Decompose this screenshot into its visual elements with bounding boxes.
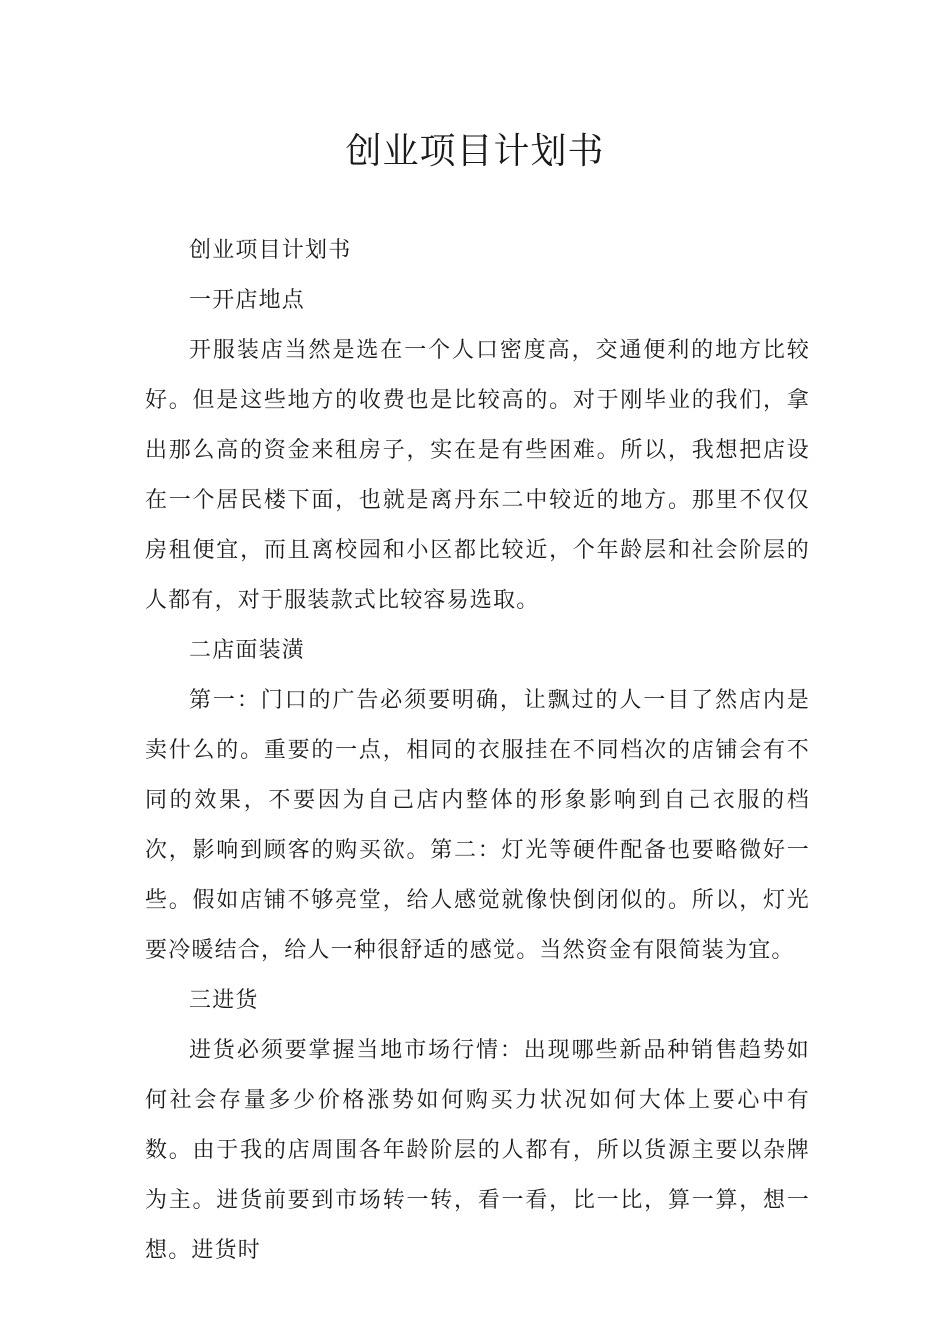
subtitle-paragraph: 创业项目计划书 [189,238,352,263]
section-heading-purchasing: 三进货 [189,988,259,1013]
document-body [145,226,810,1276]
document-title: 创业项目计划书 [345,131,605,172]
paragraph-decoration: 第一：门口的广告必须要明确，让飘过的人一目了然店内是卖什么的。重要的一点，相同的衣服挂在不同档次的店铺会有不同的效果，不要因为自己店内整体的形象影响到自己衣服的档次，影响到顾客的购买欲。第二：灯光等硬件配备也要略微好一些。假如店铺不够亮堂，给人感觉就像快倒闭似的。所以，灯光要冷暖结合，给人一种很舒适的感觉。当然资金有限简装为宜。 [145,688,810,963]
paragraph-location: 开服装店当然是选在一个人口密度高，交通便利的地方比较好。但是这些地方的收费也是比较高的。对于刚毕业的我们，拿出那么高的资金来租房子，实在是有些困难。所以，我想把店设在一个居民楼下面，也就是离丹东二中较近的地方。那里不仅仅房租便宜，而且离校园和小区都比较近，个年龄层和社会阶层的人都有，对于服装款式比较容易选取。 [145,338,810,613]
section-heading-location: 一开店地点 [189,288,306,313]
paragraph-purchasing: 进货必须要掌握当地市场行情：出现哪些新品种销售趋势如何社会存量多少价格涨势如何购买力状况如何大体上要心中有数。由于我的店周围各年龄阶层的人都有，所以货源主要以杂牌为主。进货前要到市场转一转，看一看，比一比，算一算，想一想。进货时 [145,1038,810,1263]
section-heading-decoration: 二店面装潢 [189,638,306,663]
